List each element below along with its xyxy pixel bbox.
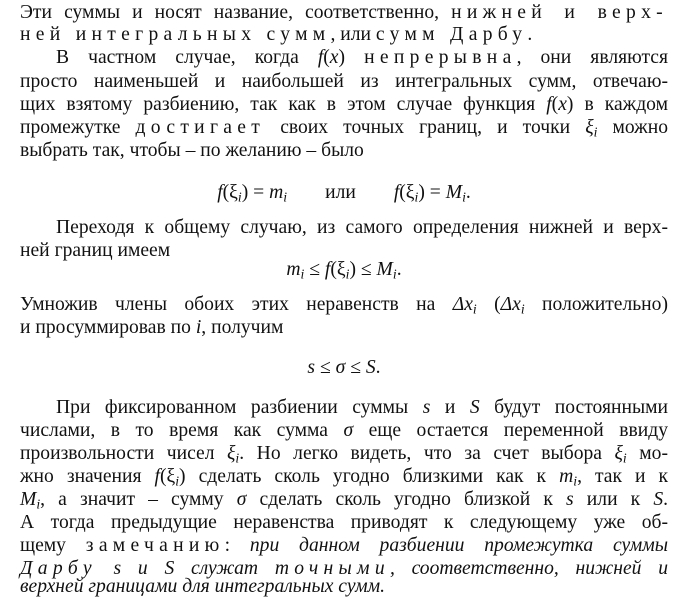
text-line: Переходя к общему случаю, из самого определения нижней и верх- [56, 217, 668, 238]
text-line: При фиксированном разбиении суммы s и S будут постоянными [56, 397, 668, 418]
text-line: промежутке достигает своих точных границ, и точки $\xi_i$ можно [20, 117, 668, 140]
text-line: щих взятому разбиению, так как в этом случае функция f(x) в каждом [20, 94, 668, 115]
text-line: $M_i$, а значит – сумму σ сделать сколь угодно близкой к s или к S. [20, 489, 669, 512]
formula: $m_i \le f(\xi_i) \le M_i$. [286, 259, 402, 282]
formula: s ≤ σ ≤ S. [307, 357, 381, 378]
text-line: просто наименьшей и наибольшей из интегральных сумм, отвечаю- [20, 71, 668, 92]
text-line: выбрать так, чтобы – по желанию – было [20, 140, 364, 161]
text-line: ней границ имеем [20, 240, 171, 261]
text-line: А тогда предыдущие неравенства приводят к следующему уже об- [20, 512, 668, 533]
text-line: Дарбу s и S служат точными, соответственно, нижней и [20, 558, 668, 579]
text-line: ней интегральных сумм, или сумм Дарбу. [20, 24, 533, 45]
formula: $f(\xi_i) = m_i$ или $f(\xi_i) = M_i$. [217, 182, 471, 205]
text-line: В частном случае, когда f(x) непрерывна, они являются [56, 47, 668, 68]
text-line: щему замечанию: при данном разбиении промежутка суммы [20, 535, 668, 556]
text-line: жно значения $f(\xi_i)$ сделать сколь угодно близкими как к $m_i$, так и к [20, 466, 669, 489]
text-line: произвольности чисел $\xi_i$. Но легко видеть, что за счет выбора $\xi_i$ мо- [20, 443, 668, 466]
text-line: и просуммировав по i, получим [20, 317, 284, 338]
text-line: Умножив члены обоих этих неравенств на $\Delta x_i$ ($\Delta x_i$ положительно) [20, 294, 668, 317]
text-line: верхней границами для интегральных сумм. [20, 576, 385, 597]
text-line: числами, в то время как сумма σ еще остается переменной ввиду [20, 420, 668, 441]
text-line: Эти суммы и носят название, соответственно, нижней и верх- [20, 2, 668, 23]
